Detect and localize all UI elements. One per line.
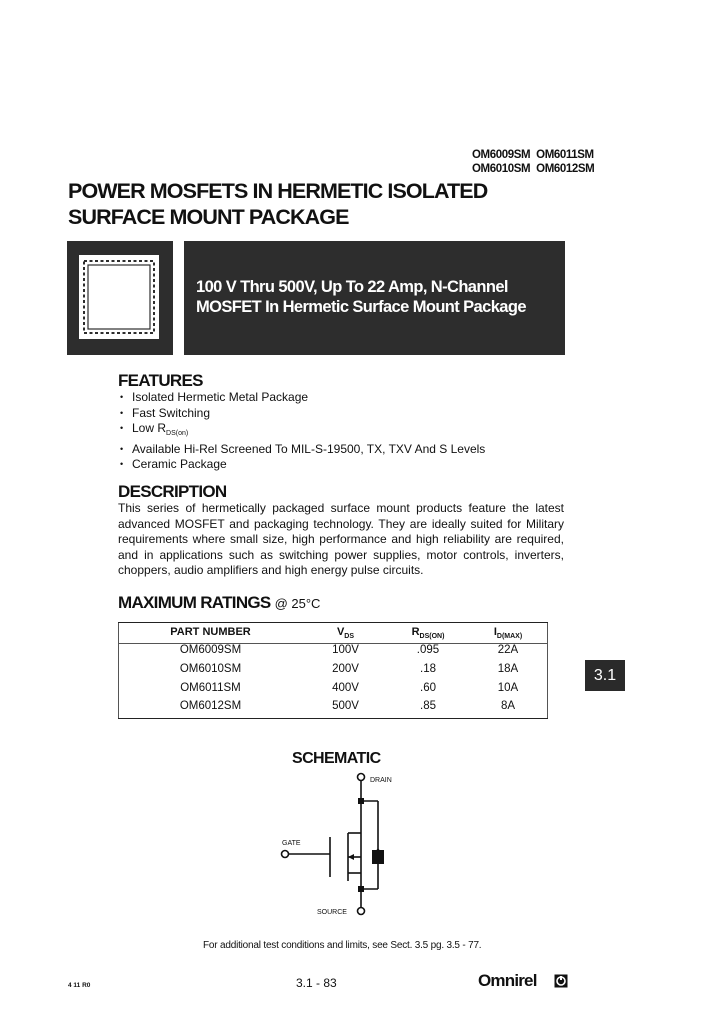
table-cell: 8A bbox=[500, 700, 516, 712]
ratings-condition: @ 25°C bbox=[274, 596, 321, 611]
table-cell: OM6012SM bbox=[179, 700, 242, 712]
ratings-title: MAXIMUM RATINGS bbox=[118, 593, 271, 612]
ratings-heading bbox=[118, 593, 320, 613]
table-cell: OM6010SM bbox=[179, 663, 242, 675]
package-icon bbox=[67, 241, 173, 355]
features-heading: FEATURES bbox=[118, 371, 203, 390]
table-cell: 400V bbox=[332, 682, 359, 694]
features-list bbox=[118, 390, 485, 473]
column-header bbox=[468, 626, 548, 640]
banner-line: 100 V Thru 500V, Up To 22 Amp, N-Channel bbox=[196, 278, 508, 296]
list-item bbox=[118, 421, 485, 442]
subscript: D(MAX) bbox=[496, 633, 523, 640]
subscript: DS(on) bbox=[166, 430, 189, 437]
subscript: DS bbox=[344, 633, 355, 640]
mosfet-schematic bbox=[270, 770, 420, 925]
brand-name: Omnirel bbox=[478, 971, 537, 990]
list-item: • Ceramic Package bbox=[118, 457, 485, 473]
header-symbol: R bbox=[411, 626, 420, 638]
list-item: • Isolated Hermetic Metal Package bbox=[118, 390, 485, 406]
subscript: DS(ON) bbox=[419, 633, 445, 640]
page-title-line: POWER MOSFETS IN HERMETIC ISOLATED bbox=[68, 179, 488, 203]
footnote: For additional test conditions and limits, see Sect. 3.5 pg. 3.5 - 77. bbox=[203, 940, 482, 951]
header-symbol: I bbox=[493, 626, 497, 638]
list-item: • Available Hi-Rel Screened To MIL-S-19500, TX, TXV And S Levels bbox=[118, 442, 485, 458]
part-number: OM6010SM bbox=[472, 163, 531, 175]
part-number: OM6011SM bbox=[536, 149, 594, 161]
brand-logo-icon bbox=[554, 974, 568, 988]
part-number-row bbox=[472, 162, 594, 176]
table-cell: .095 bbox=[416, 644, 440, 656]
package-illustration bbox=[67, 241, 173, 355]
page-number: 3.1 - 83 bbox=[296, 976, 337, 990]
table-cell: .85 bbox=[420, 700, 436, 712]
feature-text: Low R bbox=[132, 421, 167, 435]
table-cell: 100V bbox=[332, 644, 359, 656]
list-item: • Fast Switching bbox=[118, 406, 485, 422]
page-title-line: SURFACE MOUNT PACKAGE bbox=[68, 205, 349, 229]
part-number-row bbox=[472, 148, 594, 162]
table-cell: 10A bbox=[497, 682, 519, 694]
schematic-heading: SCHEMATIC bbox=[292, 750, 381, 767]
gate-label: GATE bbox=[282, 840, 301, 847]
source-label: SOURCE bbox=[317, 909, 347, 916]
section-tab: 3.1 bbox=[585, 660, 625, 691]
table-cell: OM6009SM bbox=[179, 644, 242, 656]
headline-banner bbox=[184, 241, 565, 355]
column-header bbox=[388, 626, 468, 640]
part-number: OM6009SM bbox=[472, 149, 531, 161]
table-cell: 500V bbox=[332, 700, 359, 712]
description-heading: DESCRIPTION bbox=[118, 482, 227, 501]
column-header: PART NUMBER bbox=[170, 626, 251, 638]
table-cell: 200V bbox=[332, 663, 359, 675]
document-code: 4 11 R0 bbox=[68, 982, 91, 989]
table-cell: .18 bbox=[420, 663, 436, 675]
banner-line: MOSFET In Hermetic Surface Mount Package bbox=[196, 298, 526, 316]
header-symbol: V bbox=[336, 626, 345, 638]
ratings-table bbox=[118, 622, 548, 719]
table-cell: 22A bbox=[497, 644, 519, 656]
description-text: This series of hermetically packaged surface mount products feature the latest advanced MOSFET and packaging technology. They are ideally suited for Military requirements where small size, high performance and high reliability are required, and in applications such as switching power supplies, motor controls, inverters, choppers, audio amplifiers and high energy pulse circuits. bbox=[118, 501, 564, 578]
part-number-list bbox=[472, 148, 594, 176]
table-cell: OM6011SM bbox=[180, 682, 241, 694]
page-title bbox=[68, 178, 487, 230]
table-cell: 18A bbox=[497, 663, 519, 675]
part-number: OM6012SM bbox=[536, 163, 595, 175]
drain-label: DRAIN bbox=[370, 777, 392, 784]
column-header bbox=[303, 626, 388, 640]
table-cell: .60 bbox=[420, 682, 436, 694]
